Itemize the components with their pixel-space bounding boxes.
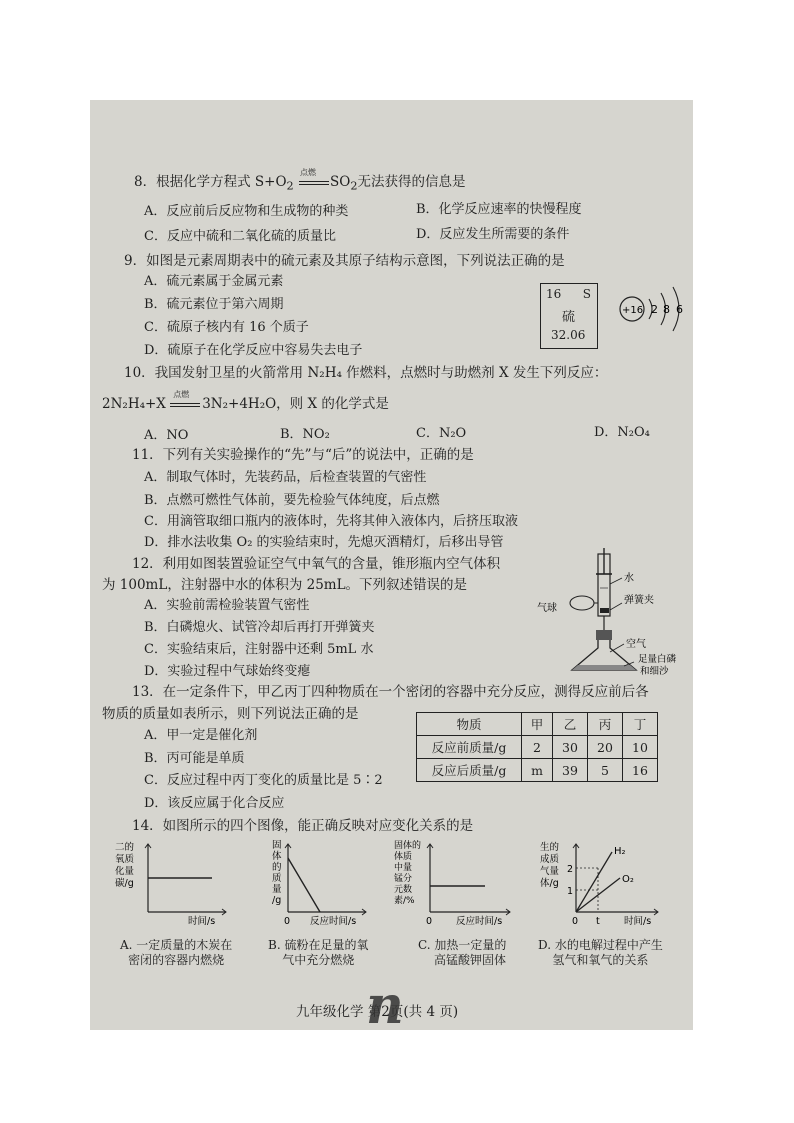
caption-line: 高锰酸钾固体 [434, 953, 507, 967]
caption-line: D. 水的电解过程中产生 [538, 938, 663, 952]
atomic-number: 16 [546, 287, 562, 301]
table-header-cell: 乙 [553, 713, 588, 736]
table-cell: 反应后质量/g [417, 759, 522, 782]
q12-stem-line1: 12．利用如图装置验证空气中氧气的含量，锥形瓶内空气体积 [132, 556, 501, 572]
q9-stem: 9．如图是元素周期表中的硫元素及其原子结构示意图，下列说法正确的是 [124, 253, 565, 269]
table-row [417, 736, 658, 759]
q8-stem-part: 无法获得的信息是 [357, 174, 466, 190]
oxygen-apparatus-diagram [534, 548, 693, 676]
reaction-condition [298, 168, 330, 190]
graph-b [250, 838, 374, 930]
exam-page [90, 100, 693, 1030]
q8-stem-part: SO [329, 174, 351, 190]
caption-line: B. 硫粉在足量的氧 [268, 938, 369, 952]
series-label-o2: O₂ [622, 874, 634, 885]
y-axis-label: 量 [272, 884, 282, 895]
condition-text: 点燃 [299, 168, 316, 177]
graph-d [534, 838, 684, 930]
q11-option-a: A．制取气体时，先装药品，后检查装置的气密性 [144, 470, 427, 485]
q8-stem [134, 168, 466, 195]
graph-c-caption [418, 938, 506, 968]
q10-option-a: A．NO [144, 428, 189, 443]
label-phosphorus: 足量白磷 [638, 654, 677, 665]
y-axis-label: 固体的 [394, 841, 422, 851]
q12-stem-line2: 为 100mL，注射器中水的体积为 25mL。下列叙述错误的是 [102, 577, 468, 593]
q12-option-a: A．实验前需检验装置气密性 [144, 598, 310, 613]
q10-equation [102, 390, 389, 412]
watermark-logo: n [366, 975, 404, 1030]
table-cell: 10 [623, 736, 658, 759]
label-clamp: 弹簧夹 [624, 595, 654, 606]
shell-electrons: 2 [651, 303, 658, 316]
y-axis-label: 生的 [540, 842, 560, 853]
subscript: 2 [286, 179, 294, 193]
equals-sign [170, 403, 200, 407]
table-cell: 5 [588, 759, 623, 782]
label-air: 空气 [626, 639, 646, 650]
y-axis-label: 固 [272, 840, 282, 851]
q9-option-d: D．硫原子在化学反应中容易失去电子 [144, 343, 363, 358]
shell-electrons: 8 [663, 303, 670, 316]
graph-a [102, 838, 242, 926]
y-axis-label: 体质 [394, 852, 413, 862]
table-cell: 反应前质量/g [417, 736, 522, 759]
x-axis-label: 时间/s [624, 916, 652, 927]
series-label-h2: H₂ [614, 846, 626, 857]
y-axis-label: /g [272, 895, 282, 906]
y-axis-label: 素/% [394, 896, 415, 906]
nucleus-charge: +16 [622, 305, 644, 316]
q10-stem: 10．我国发射卫星的火箭常用 N₂H₄ 作燃料，点燃时与助燃剂 X 发生下列反应： [124, 365, 608, 381]
table-header-cell: 甲 [522, 713, 553, 736]
x-axis-label: 反应时间/s [456, 916, 503, 927]
y-axis-label: 气量 [540, 866, 560, 877]
leader-line [610, 644, 624, 652]
y-axis-label: 体/g [540, 878, 559, 889]
q8-option-b: B．化学反应速率的快慢程度 [416, 202, 582, 217]
q11-stem: 11．下列有关实验操作的“先”与“后”的说法中，正确的是 [132, 447, 474, 463]
table-header-cell: 丁 [623, 713, 658, 736]
equals-sign [299, 181, 329, 185]
data-line [288, 858, 320, 912]
q13-stem-line2: 物质的质量如表所示，则下列说法正确的是 [102, 706, 359, 722]
q8-option-d: D．反应发生所需要的条件 [416, 227, 570, 242]
y-axis-label: 锰分 [394, 874, 413, 884]
h2-line [576, 852, 612, 912]
label-sand: 和细沙 [640, 666, 669, 676]
equation-right: 3N₂+4H₂O，则 X 的化学式是 [202, 396, 389, 412]
y-tick-label: 2 [567, 864, 574, 875]
y-axis-label: 的 [272, 862, 282, 873]
q13-option-c: C．反应过程中丙丁变化的质量比是 5∶2 [144, 773, 383, 788]
y-axis-label: 碳/g [115, 878, 134, 889]
x-axis-label: 时间/s [188, 916, 216, 926]
label-water: 水 [624, 573, 634, 584]
table-cell: 2 [522, 736, 553, 759]
q9-option-a: A．硫元素属于金属元素 [144, 274, 284, 289]
caption-line: 氢气和氧气的关系 [552, 953, 649, 967]
origin-label: 0 [572, 916, 579, 927]
q13-stem-line1: 13．在一定条件下，甲乙丙丁四种物质在一个密闭的容器中充分反应，测得反应前后各 [132, 684, 649, 700]
table-header-row [417, 713, 658, 736]
leader-line [610, 578, 622, 584]
condition-text: 点燃 [173, 390, 190, 399]
q8-option-a: A．反应前后反应物和生成物的种类 [144, 204, 349, 219]
shell-electrons: 6 [676, 303, 683, 316]
origin-label: 0 [284, 916, 291, 927]
q10-option-d: D．N₂O₄ [594, 425, 650, 440]
q13-option-d: D．该反应属于化合反应 [144, 796, 285, 811]
mass-table [416, 712, 658, 782]
subscript: 2 [350, 179, 358, 193]
q9-option-b: B．硫元素位于第六周期 [144, 297, 284, 312]
graph-b-caption [268, 938, 368, 968]
x-axis-label: 反应时间/s [310, 916, 357, 927]
caption-line: A. 一定质量的木炭在 [120, 938, 233, 952]
atomic-mass: 32.06 [551, 328, 586, 342]
table-row [417, 759, 658, 782]
reaction-condition [170, 390, 202, 412]
q11-option-c: C．用滴管取细口瓶内的液体时，先将其伸入液体内，后挤压取液 [144, 514, 518, 529]
y-axis-label: 中量 [394, 863, 413, 873]
y-axis-label: 二的 [115, 842, 135, 853]
caption-line: C. 加热一定量的 [418, 938, 507, 952]
spring-clip [600, 608, 609, 613]
q8-option-c: C．反应中硫和二氧化硫的质量比 [144, 229, 336, 244]
y-axis-label: 质 [272, 873, 282, 884]
atom-structure-diagram [615, 278, 693, 340]
table-cell: m [522, 759, 553, 782]
element-name: 硫 [562, 310, 576, 325]
y-axis-label: 氧质 [115, 854, 135, 865]
element-symbol: S [582, 287, 591, 301]
label-balloon: 气球 [537, 603, 557, 614]
graph-c [390, 838, 520, 930]
o2-line [576, 878, 620, 912]
rubber-stopper [596, 630, 612, 640]
caption-line: 气中充分燃烧 [282, 953, 355, 967]
equation-left: 2N₂H₄+X [102, 396, 166, 412]
q11-option-d: D．排水法收集 O₂ 的实验结束时，先熄灭酒精灯，后移出导管 [144, 535, 504, 550]
q13-option-b: B．丙可能是单质 [144, 751, 245, 766]
y-tick-label: 1 [567, 886, 574, 897]
q12-option-d: D．实验过程中气球始终变瘪 [144, 664, 311, 679]
caption-line: 密闭的容器内燃烧 [128, 953, 225, 967]
x-tick-label: t [596, 916, 600, 927]
table-cell: 20 [588, 736, 623, 759]
table-cell: 39 [553, 759, 588, 782]
graph-d-caption [538, 938, 663, 968]
leader-line [610, 603, 622, 610]
q10-option-c: C．N₂O [416, 426, 467, 441]
table-cell: 16 [623, 759, 658, 782]
y-axis-label: 化量 [115, 866, 135, 877]
periodic-table-cell [540, 283, 598, 349]
q9-option-c: C．硫原子核内有 16 个质子 [144, 320, 309, 335]
graph-a-caption [120, 938, 232, 968]
q13-option-a: A．甲一定是催化剂 [144, 728, 258, 743]
origin-label: 0 [426, 916, 433, 927]
q12-option-b: B．白磷熄火、试管冷却后再打开弹簧夹 [144, 620, 375, 635]
table-header-cell: 物质 [417, 713, 522, 736]
page-footer: 九年级化学 第2页(共 4 页) [296, 1004, 459, 1020]
q10-option-b: B．NO₂ [280, 427, 330, 442]
q8-stem-part: 8．根据化学方程式 S+O [134, 174, 287, 190]
q12-option-c: C．实验结束后，注射器中还剩 5mL 水 [144, 642, 374, 657]
y-axis-label: 元数 [394, 885, 413, 895]
table-cell: 30 [553, 736, 588, 759]
y-axis-label: 成质 [540, 854, 560, 865]
y-axis-label: 体 [272, 851, 282, 862]
q11-option-b: B．点燃可燃性气体前，要先检验气体纯度，后点燃 [144, 493, 440, 508]
q14-stem: 14．如图所示的四个图像，能正确反映对应变化关系的是 [132, 818, 474, 834]
balloon-shape [570, 596, 594, 610]
white-phosphorus-sand [572, 665, 636, 670]
table-header-cell: 丙 [588, 713, 623, 736]
